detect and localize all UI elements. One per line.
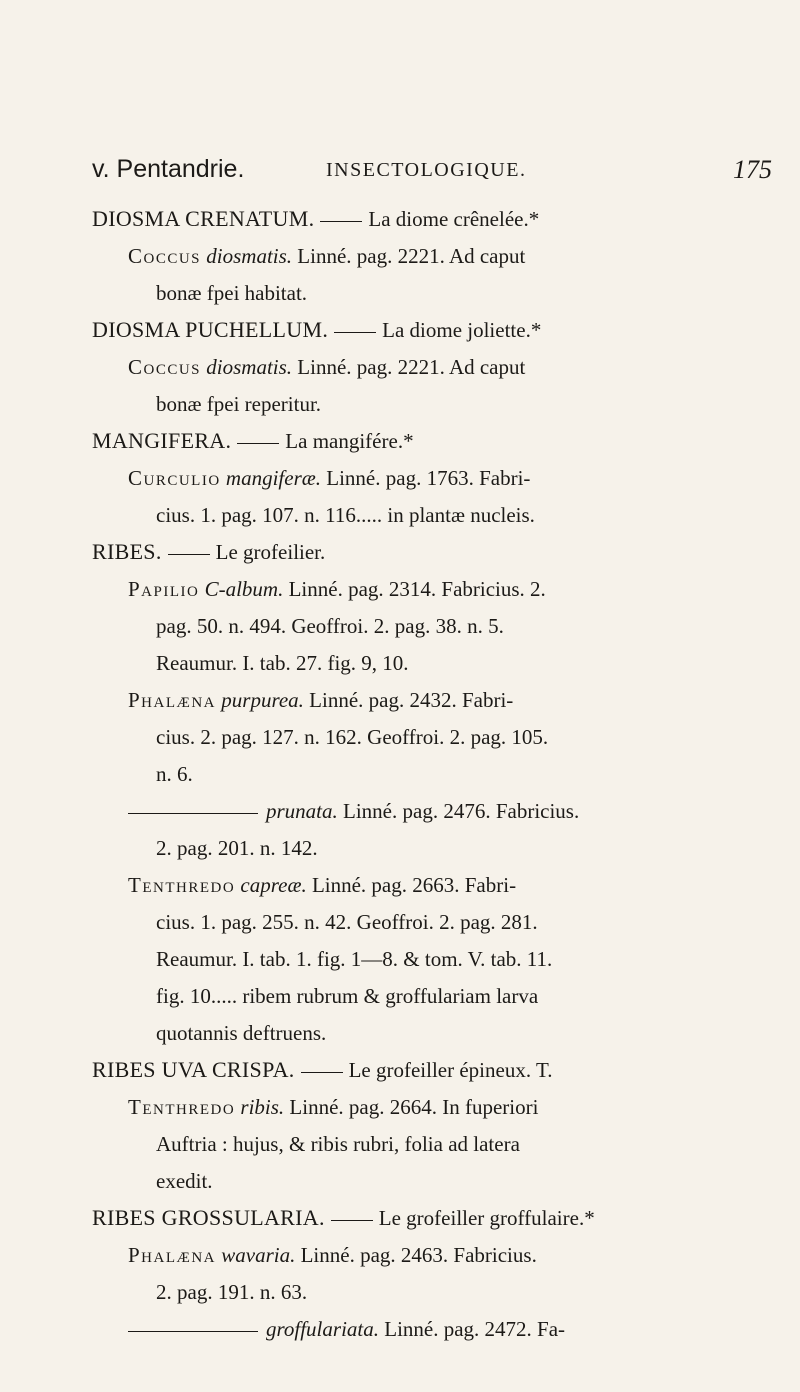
citation-line: cius. 2. pag. 127. n. 162. Geoffroi. 2. pag. 105. — [156, 725, 549, 749]
french-name: La mangifére.* — [285, 429, 414, 453]
citation-line: bonæ fpei habitat. — [156, 281, 308, 305]
plant-name: DIOSMA CRENATUM. — [92, 206, 315, 231]
citation-line: Tenthredo ribis. Linné. pag. 2664. In fuperiori — [128, 1095, 539, 1119]
plant-name: RIBES. — [92, 539, 162, 564]
running-header — [92, 155, 772, 189]
insect-species: diosmatis. — [206, 355, 293, 379]
citation-line: Coccus diosmatis. Linné. pag. 2221. Ad caput — [128, 355, 526, 379]
citation-line: Phalæna purpurea. Linné. pag. 2432. Fabri- — [128, 688, 514, 712]
french-name: La diome crênelée.* — [368, 207, 540, 231]
citation-line: bonæ fpei reperitur. — [156, 392, 322, 416]
insect-genus: Papilio — [128, 577, 200, 601]
insect-species: C-album. — [204, 577, 284, 601]
section-title: v. Pentandrie. — [92, 155, 245, 183]
citation-line: Curculio mangiferæ. Linné. pag. 1763. Fabri- — [128, 466, 531, 490]
insect-species: groffulariata. — [266, 1317, 379, 1341]
citation-line: pag. 50. n. 494. Geoffroi. 2. pag. 38. n. 5. — [156, 614, 504, 638]
ditto-dash — [128, 1331, 258, 1332]
french-name: Le grofeiller épineux. T. — [348, 1058, 553, 1082]
insect-species: wavaria. — [221, 1243, 296, 1267]
citation-line: groffulariata. Linné. pag. 2472. Fa- — [128, 1315, 565, 1343]
insect-genus: Curculio — [128, 466, 221, 490]
citation-line: Auftria : hujus, & ribis rubri, folia ad latera — [156, 1132, 520, 1156]
insect-genus: Phalæna — [128, 1243, 217, 1267]
citation-line: Papilio C-album. Linné. pag. 2314. Fabricius. 2. — [128, 577, 546, 601]
french-name: Le grofeilier. — [215, 540, 326, 564]
citation-line: prunata. Linné. pag. 2476. Fabricius. — [128, 797, 579, 825]
entry-heading — [92, 427, 414, 455]
citation-line: 2. pag. 201. n. 142. — [156, 836, 318, 860]
insect-species: ribis. — [240, 1095, 285, 1119]
citation-line: quotannis deftruens. — [156, 1021, 327, 1045]
citation-line: Coccus diosmatis. Linné. pag. 2221. Ad caput — [128, 244, 526, 268]
plant-name: RIBES GROSSULARIA. — [92, 1205, 325, 1230]
plant-name: DIOSMA PUCHELLUM. — [92, 317, 329, 342]
insect-genus: Coccus — [128, 355, 202, 379]
insect-genus: Tenthredo — [128, 1095, 236, 1119]
book-title: INSECTOLOGIQUE. — [326, 159, 527, 181]
plant-name: RIBES UVA CRISPA. — [92, 1057, 295, 1082]
insect-species: diosmatis. — [206, 244, 293, 268]
entry-heading — [92, 538, 325, 566]
insect-species: mangiferæ. — [225, 466, 322, 490]
ditto-dash — [128, 813, 258, 814]
citation-line: exedit. — [156, 1169, 213, 1193]
citation-line: cius. 1. pag. 255. n. 42. Geoffroi. 2. pag. 281. — [156, 910, 538, 934]
plant-name: MANGIFERA. — [92, 428, 232, 453]
citation-line: Phalæna wavaria. Linné. pag. 2463. Fabricius. — [128, 1243, 537, 1267]
citation-line: Reaumur. I. tab. 1. fig. 1—8. & tom. V. tab. 11. — [156, 947, 553, 971]
insect-genus: Coccus — [128, 244, 202, 268]
french-name: La diome joliette.* — [382, 318, 542, 342]
entry-heading — [92, 1056, 552, 1084]
insect-species: purpurea. — [221, 688, 304, 712]
citation-line: n. 6. — [156, 762, 193, 786]
insect-species: prunata. — [266, 799, 338, 823]
entry-heading — [92, 316, 541, 344]
citation-line: Tenthredo capreæ. Linné. pag. 2663. Fabri- — [128, 873, 517, 897]
insect-species: capreæ. — [240, 873, 307, 897]
french-name: Le grofeiller groffulaire.* — [378, 1206, 595, 1230]
page-number: 175 — [733, 155, 772, 184]
insect-genus: Phalæna — [128, 688, 217, 712]
citation-line: cius. 1. pag. 107. n. 116..... in plantæ nucleis. — [156, 503, 535, 527]
citation-line: fig. 10..... ribem rubrum & groffulariam larva — [156, 984, 539, 1008]
insect-genus: Tenthredo — [128, 873, 236, 897]
entry-heading — [92, 205, 539, 233]
citation-line: 2. pag. 191. n. 63. — [156, 1280, 308, 1304]
citation-line: Reaumur. I. tab. 27. fig. 9, 10. — [156, 651, 409, 675]
entry-heading — [92, 1204, 595, 1232]
